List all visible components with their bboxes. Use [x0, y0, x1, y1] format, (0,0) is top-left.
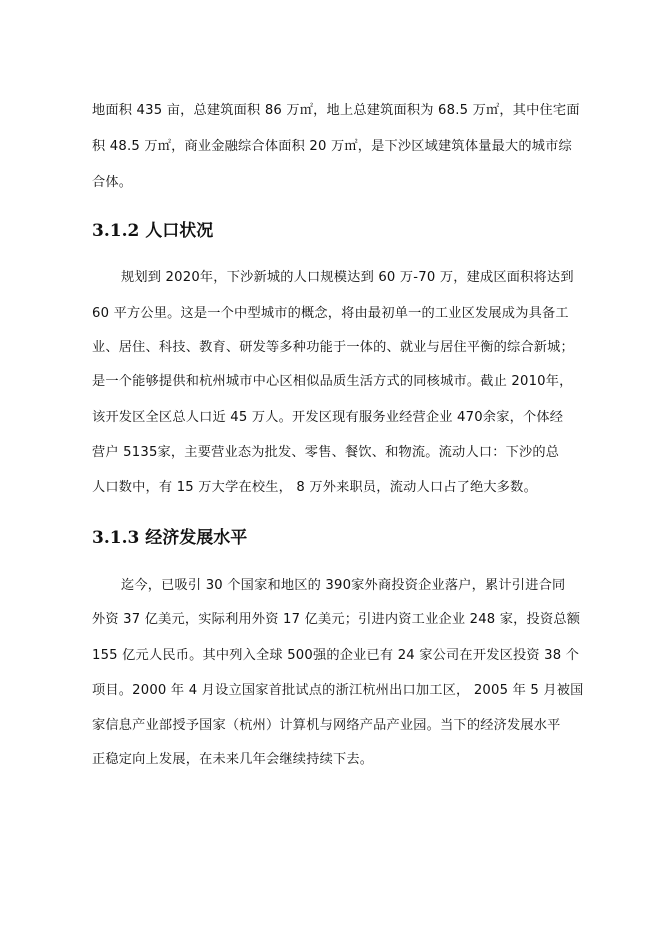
- paragraph-1-line-3: 合体。: [92, 175, 133, 190]
- paragraph-1-line-2: 积 48.5 万㎡，商业金融综合体面积 20 万㎡，是下沙区域建筑体量最大的城市综: [92, 139, 572, 154]
- section-312-line-7: 人口数中，有 15 万大学在校生， 8 万外来职员，流动人口占了绝大多数。: [92, 480, 537, 495]
- section-313-line-1: 迄今，已吸引 30 个国家和地区的 390家外商投资企业落户，累计引进合同: [121, 578, 566, 593]
- section-313-line-3: 155 亿元人民币。其中列入全球 500强的企业已有 24 家公司在开发区投资 38 个: [92, 648, 580, 663]
- paragraph-1-line-1: 地面积 435 亩，总建筑面积 86 万㎡，地上总建筑面积为 68.5 万㎡，其中住宅面: [92, 103, 580, 118]
- section-313-line-6: 正稳定向上发展，在未来几年会继续持续下去。: [92, 752, 374, 767]
- section-313-line-4: 项目。2000 年 4 月设立国家首批试点的浙江杭州出口加工区， 2005 年 5 月被国: [92, 683, 584, 698]
- section-312-line-5: 该开发区全区总人口近 45 万人。开发区现有服务业经营企业 470余家，个体经: [92, 410, 564, 425]
- section-312-line-1: 规划到 2020年，下沙新城的人口规模达到 60 万-70 万，建成区面积将达到: [121, 270, 574, 285]
- section-312-line-2: 60 平方公里。这是一个中型城市的概念，将由最初单一的工业区发展成为具备工: [92, 306, 569, 321]
- section-312-line-3: 业、居住、科技、教育、研发等多种功能于一体的、就业与居住平衡的综合新城；: [92, 340, 574, 355]
- section-313-line-2: 外资 37 亿美元，实际利用外资 17 亿美元；引进内资工业企业 248 家，投资总额: [92, 612, 581, 627]
- section-312-heading: 3.1.2 人口状况: [92, 221, 214, 241]
- section-313-heading: 3.1.3 经济发展水平: [92, 528, 248, 548]
- section-312-line-6: 营户 5135家，主要营业态为批发、零售、餐饮、和物流。流动人口：下沙的总: [92, 445, 560, 460]
- section-313-line-5: 家信息产业部授予国家（杭州）计算机与网络产品产业园。当下的经济发展水平: [92, 718, 561, 733]
- section-312-line-4: 是一个能够提供和杭州城市中心区相似品质生活方式的同核城市。截止 2010年，: [92, 374, 573, 389]
